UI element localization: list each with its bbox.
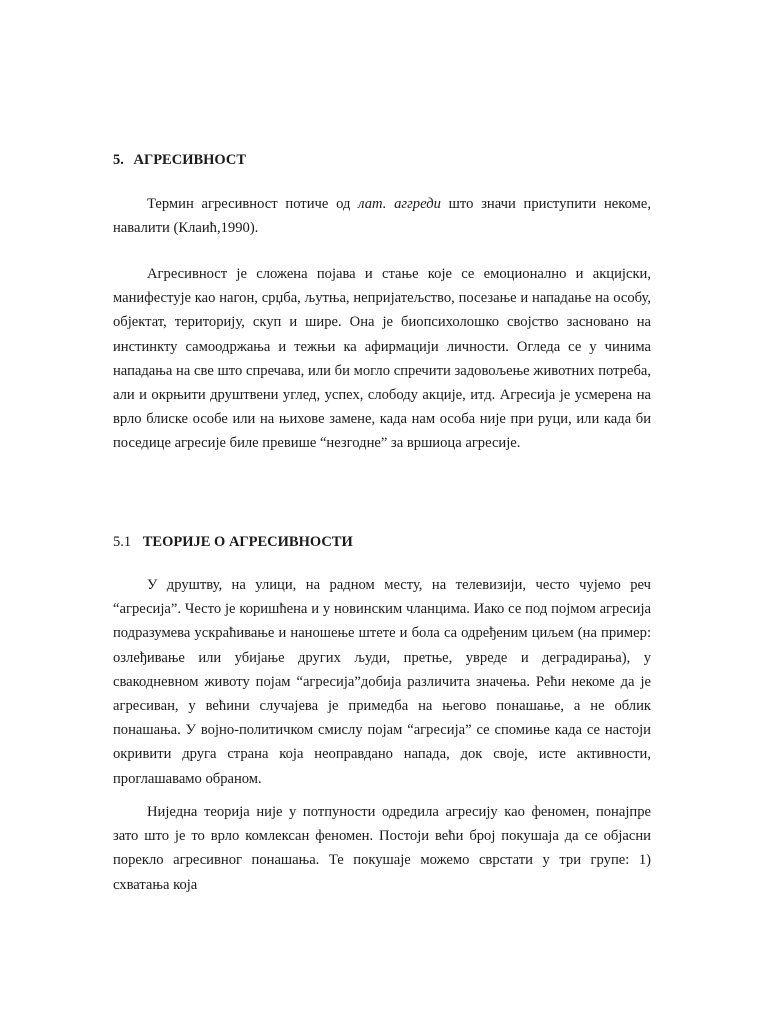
paragraph-2: Агресивност је сложена појава и стање које се емоционално и акцијски, манифестује као нагон, срџба, љутња, непријатељство, посезање и нападање на особу, објектат, територију, скуп и шире. Она је биопсихолошко својство засновано на инстинкту самоодржања и тежњи ка афирмацији личности. Огледа се у чинима нападања на све што спречава, или би могло спречити задовољење животних потреба, али и окрњити друштвени углед, успех, слободу акције, итд. Агресија је усмерена на врло блиске особе или на њихове замене, када нам особа није при руци, или када би поседице агресије биле превише “незгодне” за вршиоца агресије. <box>113 266 651 452</box>
paragraph-1-text-b: што значи приступити некоме, навалити (Клаић,1990). <box>113 196 651 237</box>
subsection-heading <box>113 534 353 551</box>
paragraph-4: Ниједна теорија није у потпуности одредила агресију као феномен, понајпре зато што је то врло комлексан феномен. Постоји већи број покушаја да се објасни порекло агресивног понашања. Те покушаје можемо сврстати у три групе: 1) схватања која <box>113 804 651 893</box>
section-title: АГРЕСИВНОСТ <box>133 152 247 168</box>
subsection-number: 5.1 <box>113 534 132 550</box>
paragraph-3: У друштву, на улици, на радном месту, на телевизији, често чујемо реч “агресија”. Често је коришћена и у новинским чланцима. Иако се под појмом агресија подразумева ускраћивање и наношење штете и бола са одређеним циљем (на пример: озлеђивање или убијање других људи, претње, увреде и деградирања), у свакодневном животу појам “агресија”добија различита значења. Рећи некоме да је агресиван, у већини случајева је примедба на његово понашање, а не облик понашања. У војно-политичком смислу појам “агресија” се спомиње када се настоји окривити друга страна која неоправдано напада, док своје, исте активности, проглашавамо обраном. <box>113 577 651 787</box>
paragraph-1-text-a: Термин агресивност потиче од <box>147 196 359 212</box>
subsection-title: ТЕОРИЈЕ О АГРЕСИВНОСТИ <box>142 534 353 550</box>
paragraph-1 <box>113 192 651 240</box>
section-number: 5. <box>113 152 124 168</box>
section-heading <box>113 152 246 169</box>
paragraph-1-italic-term: лат. аггреди <box>358 196 441 212</box>
